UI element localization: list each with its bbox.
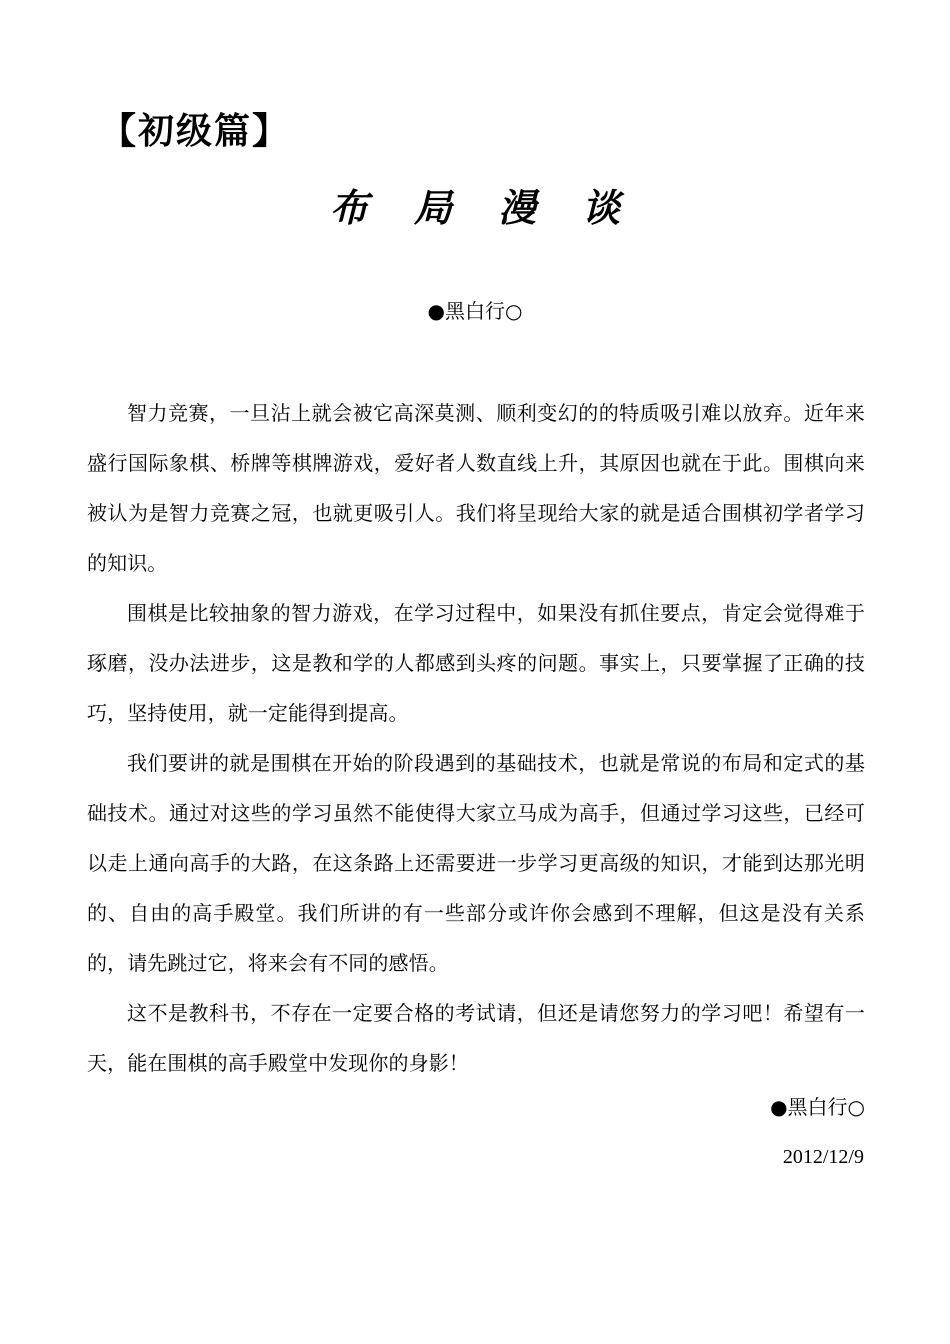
article-body	[87, 388, 865, 1088]
author-byline: ●黑白行○	[427, 299, 523, 323]
paragraph: 这不是教科书，不存在一定要合格的考试请，但还是请您努力的学习吧！希望有一天，能在围棋的高手殿堂中发现你的身影！	[87, 1001, 865, 1075]
paragraph: 围棋是比较抽象的智力游戏，在学习过程中，如果没有抓住要点，肯定会觉得难于琢磨，没办法进步，这是教和学的人都感到头疼的问题。事实上，只要掌握了正确的技巧，坚持使用，就一定能得到提高。	[87, 601, 865, 725]
date: 2012/12/9	[782, 1146, 864, 1168]
signature: ●黑白行○	[770, 1095, 865, 1119]
paragraph: 智力竞赛，一旦沾上就会被它高深莫测、顺利变幻的的特质吸引难以放弃。近年来盛行国际象棋、桥牌等棋牌游戏，爱好者人数直线上升，其原因也就在于此。围棋向来被认为是智力竞赛之冠，也就更吸引人。我们将呈现给大家的就是适合围棋初学者学习的知识。	[87, 401, 865, 575]
page-title: 布局漫谈	[329, 185, 666, 230]
section-label: 【初级篇】	[100, 110, 291, 152]
paragraph: 我们要讲的就是围棋在开始的阶段遇到的基础技术，也就是常说的布局和定式的基础技术。通过对这些的学习虽然不能使得大家立马成为高手，但通过学习这些，已经可以走上通向高手的大路，在这条路上还需要进一步学习更高级的知识，才能到达那光明的、自由的高手殿堂。我们所讲的有一些部分或许你会感到不理解，但这是没有关系的，请先跳过它，将来会有不同的感悟。	[87, 751, 865, 975]
